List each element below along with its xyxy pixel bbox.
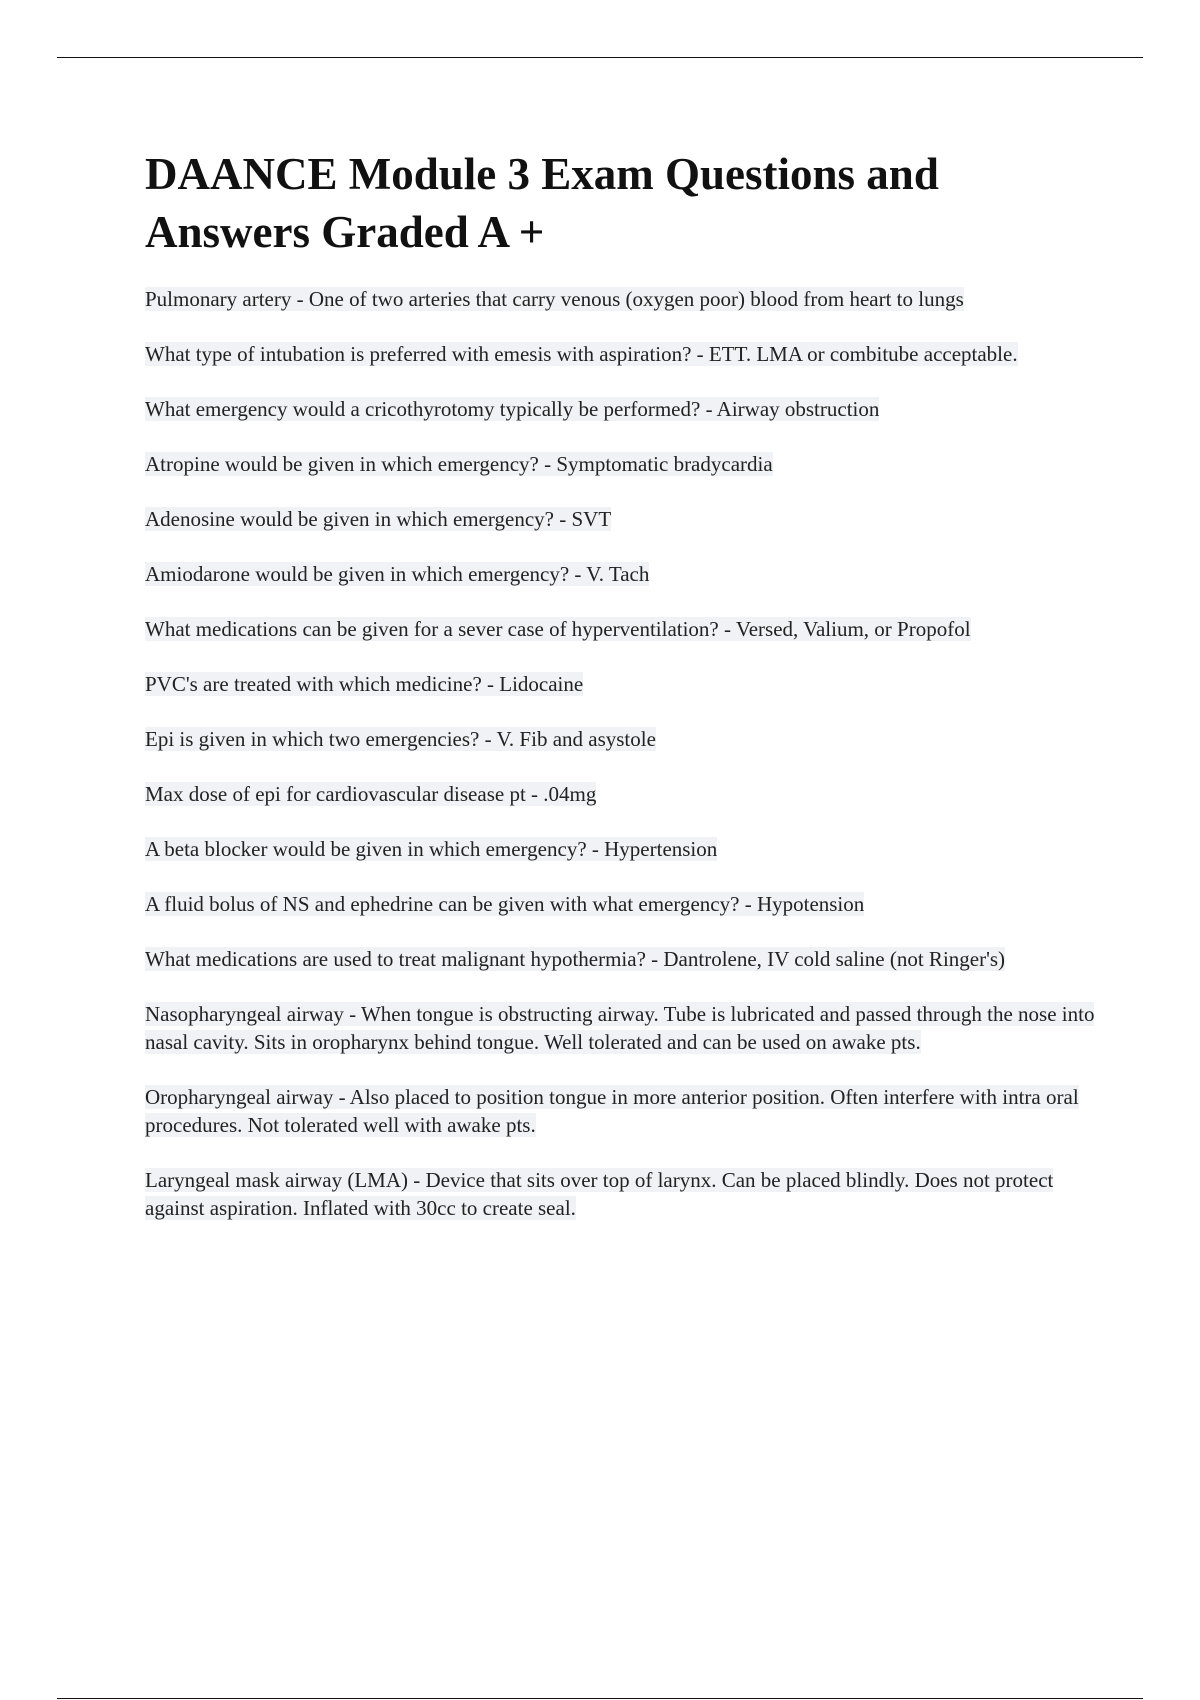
qa-entry: [145, 285, 1100, 313]
qa-entry-text: Atropine would be given in which emergency? - Symptomatic bradycardia: [145, 452, 773, 476]
qa-entry: [145, 725, 1100, 753]
qa-entry-text: What emergency would a cricothyrotomy typically be performed? - Airway obstruction: [145, 397, 880, 421]
top-divider: [57, 57, 1143, 58]
qa-entry: [145, 505, 1100, 533]
qa-entry-text: Epi is given in which two emergencies? - V. Fib and asystole: [145, 727, 656, 751]
qa-entry-text: What medications are used to treat malignant hypothermia? - Dantrolene, IV cold saline (not Ringer's): [145, 947, 1006, 971]
qa-entry: [145, 450, 1100, 478]
qa-entry-text: A beta blocker would be given in which emergency? - Hypertension: [145, 837, 718, 861]
qa-entry-text: Max dose of epi for cardiovascular disease pt - .04mg: [145, 782, 597, 806]
qa-entry-text: Adenosine would be given in which emergency? - SVT: [145, 507, 612, 531]
qa-entry-text: What medications can be given for a sever case of hyperventilation? - Versed, Valium, or Propofol: [145, 617, 971, 641]
qa-entry-text: Nasopharyngeal airway - When tongue is obstructing airway. Tube is lubricated and passed through the nose into nasal cavity. Sits in oropharynx behind tongue. Well tolerated and can be used on awake pts.: [145, 1002, 1095, 1054]
qa-entry: [145, 945, 1100, 973]
document-page: [145, 145, 1100, 1249]
qa-entry: [145, 780, 1100, 808]
qa-entry: [145, 890, 1100, 918]
qa-entry-text: PVC's are treated with which medicine? - Lidocaine: [145, 672, 584, 696]
qa-entry: [145, 670, 1100, 698]
qa-entry: [145, 1166, 1100, 1222]
qa-entry: [145, 615, 1100, 643]
qa-entry-text: Oropharyngeal airway - Also placed to position tongue in more anterior position. Often interfere with intra oral procedures. Not tolerated well with awake pts.: [145, 1085, 1079, 1137]
document-title: DAANCE Module 3 Exam Questions and Answers Graded A +: [145, 149, 939, 257]
bottom-divider: [57, 1698, 1143, 1699]
qa-entry: [145, 395, 1100, 423]
qa-entry: [145, 340, 1100, 368]
qa-entry-text: What type of intubation is preferred with emesis with aspiration? - ETT. LMA or combitube acceptable.: [145, 342, 1018, 366]
qa-entry: [145, 1083, 1100, 1139]
qa-entry: [145, 560, 1100, 588]
qa-entry-text: Pulmonary artery - One of two arteries that carry venous (oxygen poor) blood from heart to lungs: [145, 287, 964, 311]
qa-list: [145, 285, 1100, 1222]
qa-entry: [145, 1000, 1100, 1056]
qa-entry-text: Laryngeal mask airway (LMA) - Device that sits over top of larynx. Can be placed blindly. Does not protect against aspiration. Inflated with 30cc to create seal.: [145, 1168, 1054, 1220]
qa-entry-text: Amiodarone would be given in which emergency? - V. Tach: [145, 562, 650, 586]
qa-entry-text: A fluid bolus of NS and ephedrine can be given with what emergency? - Hypotension: [145, 892, 865, 916]
qa-entry: [145, 835, 1100, 863]
